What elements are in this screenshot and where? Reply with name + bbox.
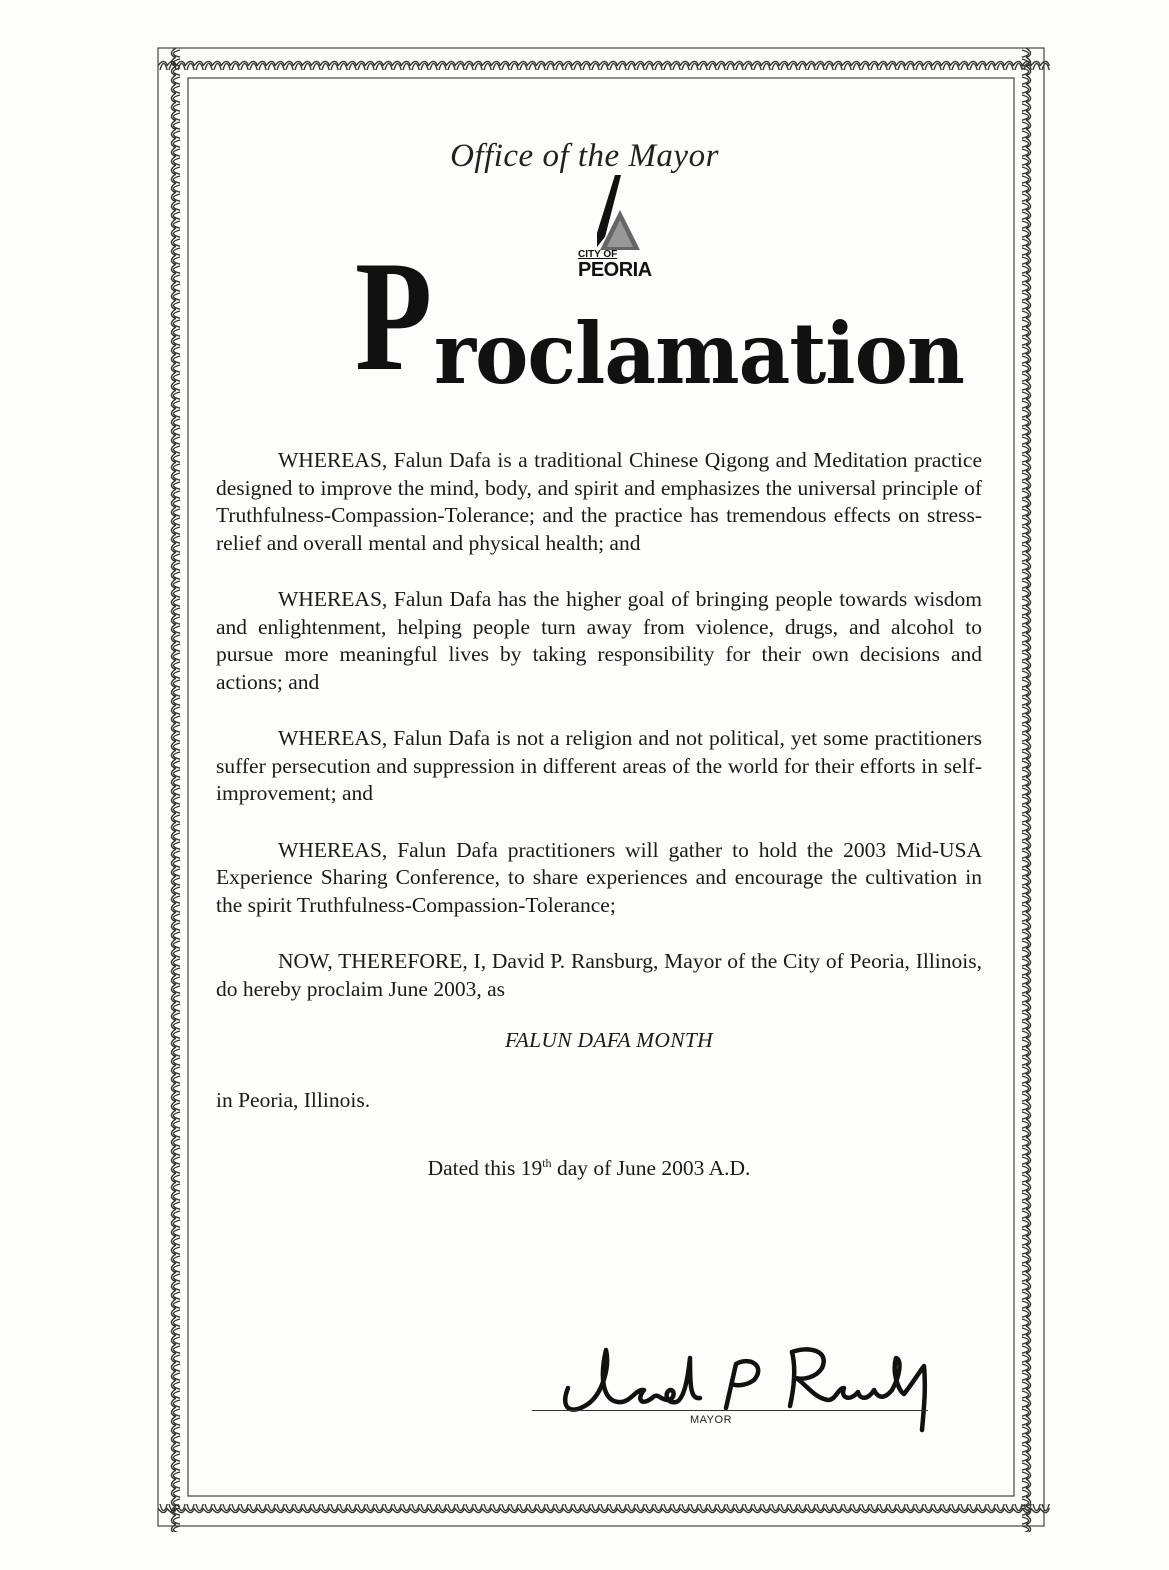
proclamation-body xyxy=(216,447,982,1183)
whereas-paragraph-2: WHEREAS, Falun Dafa has the higher goal of bringing people towards wisdom and enlightenment, helping people turn away from violence, drugs, and alcohol to pursue more meaningful lives by taking responsibility for their own decisions and actions; and xyxy=(216,587,982,694)
proclaimed-month: FALUN DAFA MONTH xyxy=(505,1028,713,1052)
office-heading: Office of the Mayor xyxy=(450,138,719,174)
mayor-signature xyxy=(540,1328,960,1438)
whereas-paragraph-4: WHEREAS, Falun Dafa practitioners will gather to hold the 2003 Mid-USA Experience Sharing Conference, to share experiences and encourage the cultivation in the spirit Truthfulness-Compassion-Tolerance; xyxy=(216,837,982,917)
whereas-paragraph-3: WHEREAS, Falun Dafa is not a religion and not political, yet some practitioners suffer persecution and suppression in different areas of the world for their efforts in self-improvement; and xyxy=(216,726,982,805)
therefore-paragraph: NOW, THEREFORE, I, David P. Ransburg, Mayor of the City of Peoria, Illinois, do hereby proclaim June 2003, as xyxy=(216,949,982,1001)
dated-rest: day of June 2003 A.D. xyxy=(551,1156,751,1181)
border-loop-strip xyxy=(158,1504,1049,1513)
title-initial: P xyxy=(355,229,433,404)
proclaimed-location: in Peoria, Illinois. xyxy=(216,1087,371,1112)
logo-city-label: CITY OF xyxy=(578,249,618,260)
title-rest: roclamation xyxy=(433,304,964,403)
dated-prefix: Dated this 19 xyxy=(427,1156,543,1181)
border-loop-strip xyxy=(1022,48,1031,1532)
whereas-paragraph-1: WHEREAS, Falun Dafa is a traditional Chinese Qigong and Meditation practice designed to improve the mind, body, and spirit and emphasizes the universal principle of Truthfulness-Compassion-Tolerance; and the practice has tremendous effects on stress-relief and overall mental and physical health; and xyxy=(216,448,982,555)
dated-ordinal: th xyxy=(542,1156,552,1170)
signature-line xyxy=(532,1410,928,1411)
border-loop-strip xyxy=(171,48,180,1532)
proclamation-title xyxy=(355,229,991,404)
dated-line xyxy=(216,1150,982,1183)
mayor-label: MAYOR xyxy=(690,1414,733,1426)
logo-city-name: PEORIA xyxy=(578,259,652,281)
border-loop-strip xyxy=(158,61,1049,70)
